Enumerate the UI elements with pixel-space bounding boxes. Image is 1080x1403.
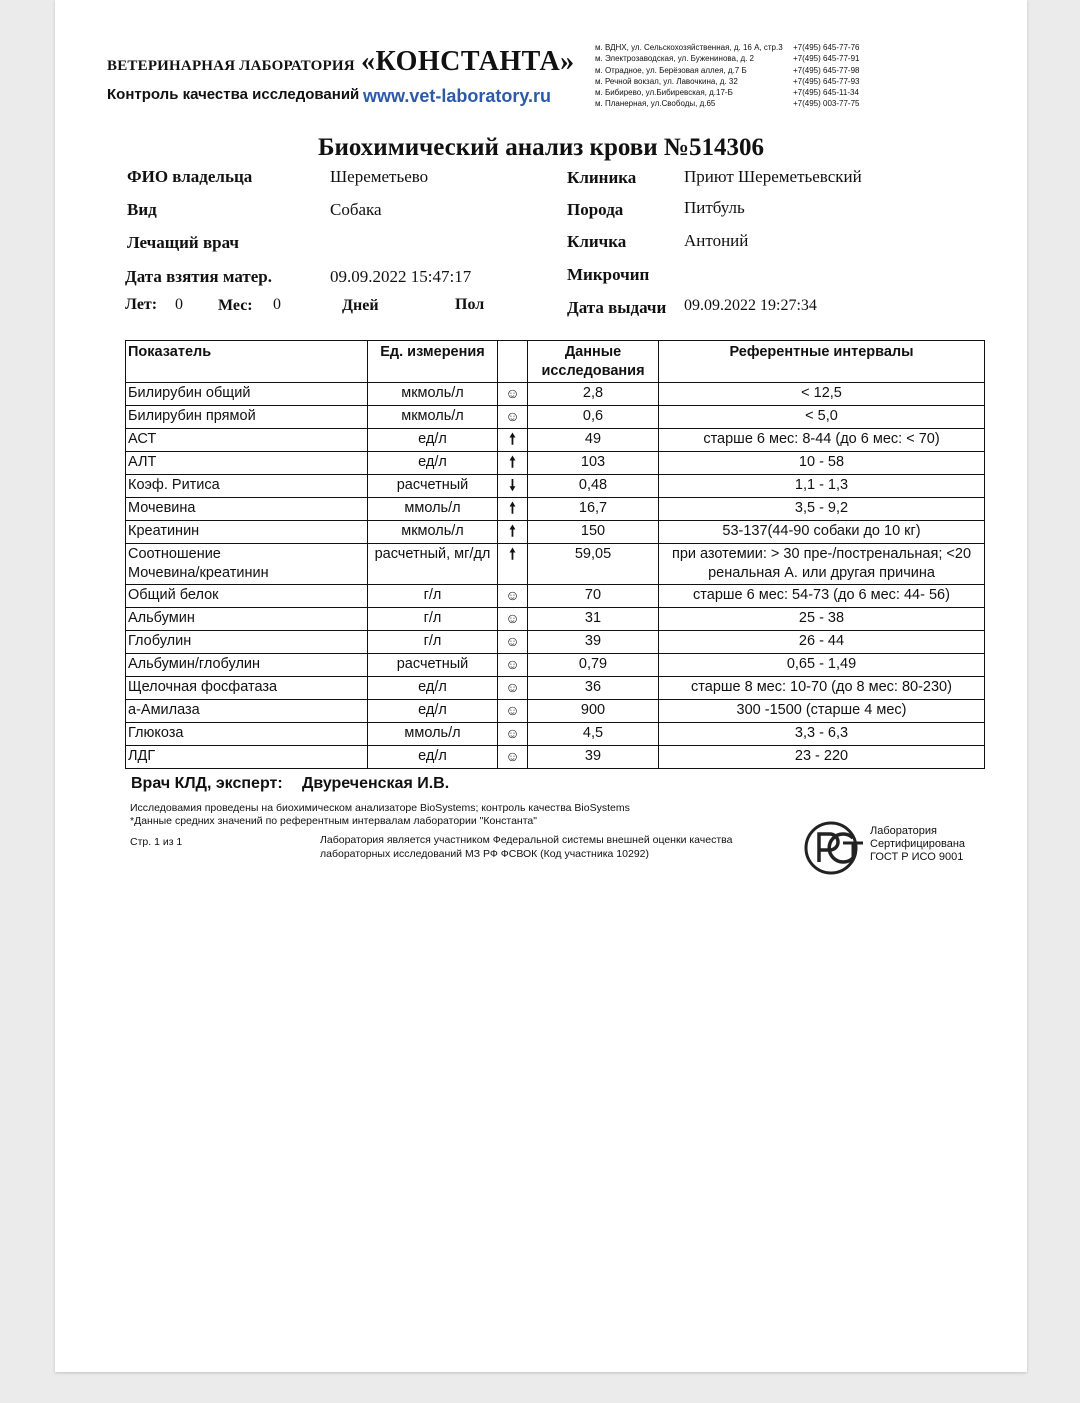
expert-doctor-label: Врач КЛД, эксперт: — [131, 775, 283, 792]
status-cell — [498, 452, 528, 475]
species-value: Собака — [330, 200, 382, 219]
document-title: Биохимический анализ крови №514306 — [317, 134, 765, 161]
status-cell — [498, 521, 528, 544]
table-row — [126, 475, 985, 498]
reference-interval: 10 - 58 — [659, 452, 985, 475]
unit: мкмоль/л — [368, 406, 498, 429]
result-value: 4,5 — [528, 723, 659, 746]
table-row — [126, 429, 985, 452]
unit: мкмоль/л — [368, 383, 498, 406]
indicator-name: АСТ — [126, 429, 368, 452]
address-row — [595, 76, 860, 87]
unit: ммоль/л — [368, 723, 498, 746]
unit: г/л — [368, 631, 498, 654]
nickname-value: Антоний — [684, 231, 749, 250]
indicator-name: Мочевина — [126, 498, 368, 521]
arrow-up-icon: 🠕 — [509, 454, 516, 471]
status-cell — [498, 406, 528, 429]
reference-interval: < 12,5 — [659, 383, 985, 406]
address-phone: +7(495) 645-77-76 — [793, 43, 860, 52]
breed-label: Порода — [567, 200, 624, 219]
indicator-name: Общий белок — [126, 585, 368, 608]
address-text: м. Отрадное, ул. Берёзовая аллея, д.7 Б — [595, 65, 747, 75]
breed-value: Питбуль — [684, 198, 745, 217]
table-row — [126, 677, 985, 700]
page-number: Стр. 1 из 1 — [130, 836, 183, 848]
indicator-name: Билирубин прямой — [126, 406, 368, 429]
reference-line1: при азотемии: > 30 пре-/постренальная; <20 — [671, 546, 972, 562]
address-row — [595, 53, 860, 64]
indicator-name: Билирубин общий — [126, 383, 368, 406]
owner-value: Шереметьево — [330, 167, 429, 186]
status-cell — [498, 608, 528, 631]
arrow-down-icon: 🠗 — [509, 477, 516, 494]
table-row — [126, 521, 985, 544]
unit: расчетный, мг/дл — [368, 544, 498, 585]
unit: расчетный — [368, 475, 498, 498]
table-row — [126, 746, 985, 769]
indicator-name-line2: Мочевина/креатинин — [128, 565, 269, 581]
table-row — [126, 452, 985, 475]
lab-addresses — [595, 42, 860, 110]
certification-text — [870, 825, 965, 864]
reference-interval: 1,1 - 1,3 — [659, 475, 985, 498]
clinic-label: Клиника — [567, 168, 637, 187]
address-row — [595, 87, 860, 98]
address-text: м. Планерная, ул.Свободы, д.65 — [595, 99, 716, 109]
unit: ед/л — [368, 429, 498, 452]
header-unit: Ед. измерения — [368, 341, 498, 383]
indicator-name: Креатинин — [126, 521, 368, 544]
indicator-name-line1: Соотношение — [128, 546, 221, 562]
address-text: м. Речной вокзал, ул. Лавочкина, д. 32 — [595, 76, 738, 86]
arrow-up-icon: 🠕 — [509, 546, 516, 563]
result-value: 103 — [528, 452, 659, 475]
smiley-icon: ☺ — [505, 748, 520, 764]
result-value: 0,79 — [528, 654, 659, 677]
address-row — [595, 65, 860, 76]
cert-line-1: Лаборатория — [870, 825, 937, 837]
reference-line2: ренальная А. или другая причина — [708, 565, 935, 581]
status-cell — [498, 544, 528, 585]
sample-date-value: 09.09.2022 15:47:17 — [330, 267, 472, 286]
reference-interval: 53-137(44-90 собаки до 10 кг) — [659, 521, 985, 544]
indicator-name: Коэф. Ритиса — [126, 475, 368, 498]
address-phone: +7(495) 645-11-34 — [793, 88, 859, 98]
status-cell — [498, 585, 528, 608]
reference-interval: 3,5 - 9,2 — [659, 498, 985, 521]
result-value: 59,05 — [528, 544, 659, 585]
indicator-name: Щелочная фосфатаза — [126, 677, 368, 700]
result-value: 49 — [528, 429, 659, 452]
status-cell — [498, 631, 528, 654]
results-body — [126, 383, 985, 769]
reference-interval: 300 -1500 (старше 4 мес) — [659, 700, 985, 723]
indicator-name: Глобулин — [126, 631, 368, 654]
result-value: 0,6 — [528, 406, 659, 429]
smiley-icon: ☺ — [505, 610, 520, 626]
sex-label: Пол — [455, 296, 485, 313]
table-row — [126, 608, 985, 631]
status-cell — [498, 700, 528, 723]
address-phone: +7(495) 645-77-93 — [793, 76, 860, 86]
lab-tagline: Контроль качества исследований — [107, 86, 360, 103]
issue-date-label: Дата выдачи — [567, 298, 667, 317]
unit: ед/л — [368, 700, 498, 723]
reference-interval: 3,3 - 6,3 — [659, 723, 985, 746]
indicator-name: АЛТ — [126, 452, 368, 475]
unit: ммоль/л — [368, 498, 498, 521]
status-cell — [498, 746, 528, 769]
status-cell — [498, 677, 528, 700]
attending-doctor-label: Лечащий врач — [127, 233, 239, 252]
status-cell — [498, 429, 528, 452]
unit: ед/л — [368, 746, 498, 769]
table-row — [126, 723, 985, 746]
result-value: 36 — [528, 677, 659, 700]
status-cell — [498, 654, 528, 677]
result-value: 900 — [528, 700, 659, 723]
result-value: 70 — [528, 585, 659, 608]
smiley-icon: ☺ — [505, 679, 520, 695]
reference-interval: 26 - 44 — [659, 631, 985, 654]
lab-brand: «КОНСТАНТА» — [361, 46, 575, 77]
indicator-name: ЛДГ — [126, 746, 368, 769]
reference-interval — [659, 544, 985, 585]
table-row — [126, 544, 985, 585]
result-value: 39 — [528, 631, 659, 654]
reference-note: *Данные средних значений по референтным интервалам лаборатории "Константа" — [130, 815, 537, 827]
arrow-up-icon: 🠕 — [509, 500, 516, 517]
address-row — [595, 98, 860, 109]
address-text: м. Электрозаводская, ул. Буженинова, д. 2 — [595, 54, 755, 64]
lab-website: www.vet-laboratory.ru — [363, 86, 552, 106]
result-value: 39 — [528, 746, 659, 769]
header-status — [498, 341, 528, 383]
expert-doctor-name: Двуреченская И.В. — [302, 775, 450, 792]
status-cell — [498, 475, 528, 498]
smiley-icon: ☺ — [505, 702, 520, 718]
cert-line-2: Сертифицирована — [870, 838, 966, 850]
unit: мкмоль/л — [368, 521, 498, 544]
address-text: м. ВДНХ, ул. Сельскохозяйственная, д. 16 А, стр.3 — [595, 43, 783, 52]
reference-interval: 23 - 220 — [659, 746, 985, 769]
smiley-icon: ☺ — [505, 725, 520, 741]
reference-interval: < 5,0 — [659, 406, 985, 429]
smiley-icon: ☺ — [505, 587, 520, 603]
document-page — [55, 0, 1027, 1372]
arrow-up-icon: 🠕 — [509, 431, 516, 448]
address-row — [595, 42, 860, 53]
address-text: м. Бибирево, ул.Бибиревская, д.17-Б — [595, 88, 733, 98]
table-row — [126, 585, 985, 608]
reference-interval: 0,65 - 1,49 — [659, 654, 985, 677]
header-result-line1: Данные — [564, 344, 622, 360]
cert-line-3: ГОСТ Р ИСО 9001 — [870, 851, 964, 863]
address-phone: +7(495) 645-77-98 — [793, 65, 860, 75]
smiley-icon: ☺ — [505, 633, 520, 649]
address-phone: +7(495) 003-77-75 — [793, 99, 860, 109]
rst-certification-logo — [803, 820, 867, 876]
reference-interval: старше 6 мес: 54-73 (до 6 мес: 44- 56) — [659, 585, 985, 608]
microchip-label: Микрочип — [567, 265, 650, 284]
result-value: 16,7 — [528, 498, 659, 521]
clinic-value: Приют Шереметьевский — [684, 167, 862, 186]
days-label: Дней — [342, 297, 379, 314]
nickname-label: Кличка — [567, 232, 627, 251]
arrow-up-icon: 🠕 — [509, 523, 516, 540]
smiley-icon: ☺ — [505, 385, 520, 401]
indicator-name: Глюкоза — [126, 723, 368, 746]
result-value: 150 — [528, 521, 659, 544]
table-row — [126, 406, 985, 429]
fsvok-line-1: Лаборатория является участником Федеральной системы внешней оценки качества — [320, 834, 733, 846]
species-label: Вид — [127, 200, 157, 219]
unit: г/л — [368, 608, 498, 631]
table-row — [126, 654, 985, 677]
header-result-line2: исследования — [541, 363, 645, 379]
reference-interval: 25 - 38 — [659, 608, 985, 631]
indicator-name — [126, 544, 368, 585]
fsvok-line-2: лабораторных исследований МЗ РФ ФСВОК (Код участника 10292) — [320, 848, 650, 860]
months-value: 0 — [273, 296, 281, 313]
table-header-row — [126, 341, 985, 383]
address-phone: +7(495) 645-77-91 — [793, 54, 860, 64]
owner-label: ФИО владельца — [127, 167, 253, 186]
reference-interval: старше 8 мес: 10-70 (до 8 мес: 80-230) — [659, 677, 985, 700]
indicator-name: Альбумин — [126, 608, 368, 631]
reference-interval: старше 6 мес: 8-44 (до 6 мес: < 70) — [659, 429, 985, 452]
lab-name: ВЕТЕРИНАРНАЯ ЛАБОРАТОРИЯ — [107, 58, 355, 74]
unit: ед/л — [368, 452, 498, 475]
months-label: Мес: — [218, 297, 253, 314]
smiley-icon: ☺ — [505, 408, 520, 424]
smiley-icon: ☺ — [505, 656, 520, 672]
status-cell — [498, 498, 528, 521]
result-value: 0,48 — [528, 475, 659, 498]
sample-date-label: Дата взятия матер. — [125, 267, 272, 286]
header-result — [528, 341, 659, 383]
years-label: Лет: — [125, 296, 158, 313]
results-table — [125, 340, 985, 769]
unit: расчетный — [368, 654, 498, 677]
years-value: 0 — [175, 296, 183, 313]
header-reference: Референтные интервалы — [659, 341, 985, 383]
header-indicator: Показатель — [126, 341, 368, 383]
status-cell — [498, 723, 528, 746]
unit: г/л — [368, 585, 498, 608]
table-row — [126, 700, 985, 723]
table-row — [126, 383, 985, 406]
result-value: 31 — [528, 608, 659, 631]
table-row — [126, 498, 985, 521]
analyzer-note: Исследовамия проведены на биохимическом анализаторе BioSystems; контроль качества BioSystems — [130, 802, 630, 814]
table-row — [126, 631, 985, 654]
issue-date-value: 09.09.2022 19:27:34 — [684, 297, 817, 314]
status-cell — [498, 383, 528, 406]
indicator-name: Альбумин/глобулин — [126, 654, 368, 677]
unit: ед/л — [368, 677, 498, 700]
indicator-name: a-Амилаза — [126, 700, 368, 723]
result-value: 2,8 — [528, 383, 659, 406]
